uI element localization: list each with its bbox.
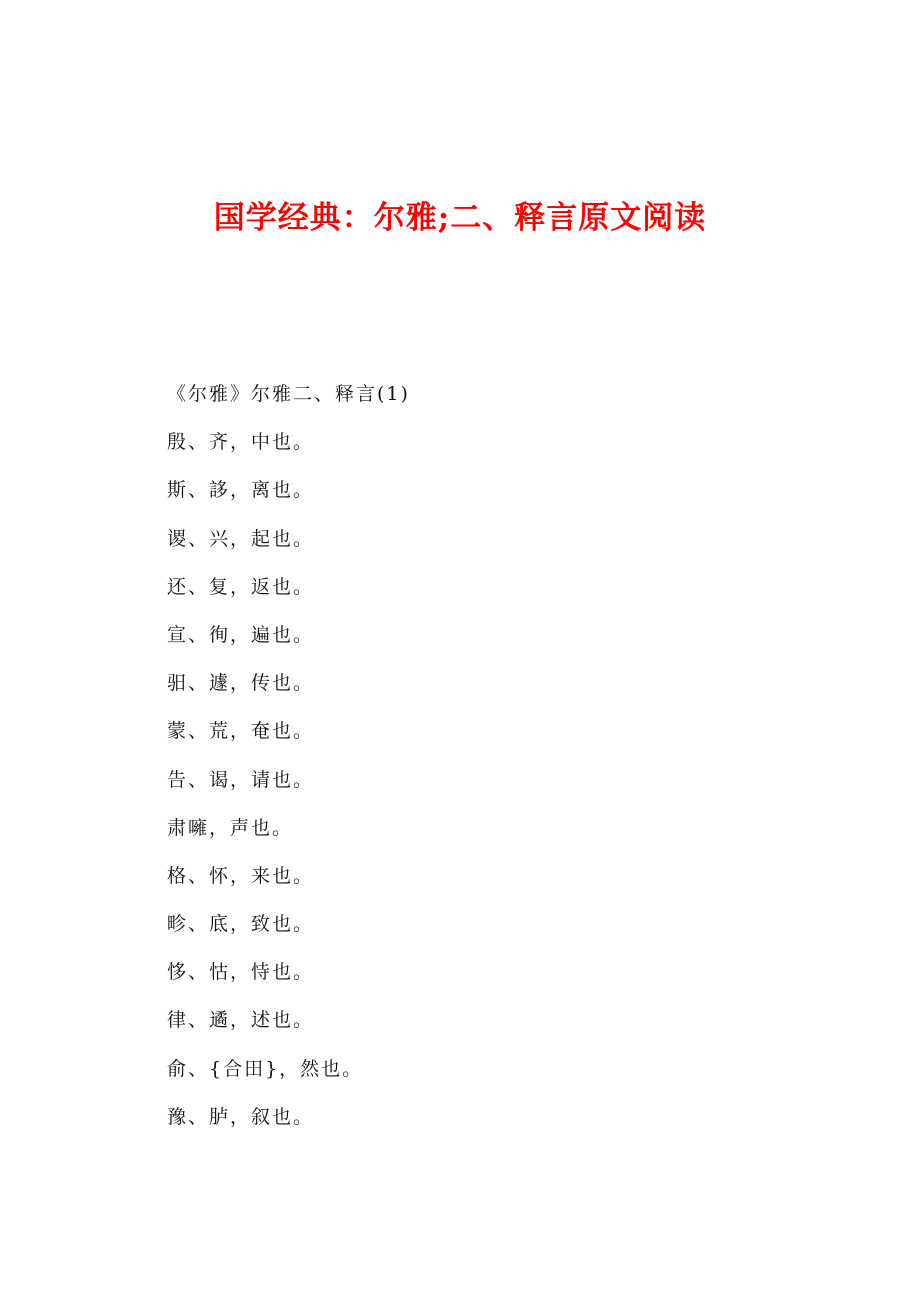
- text-line: 蒙、荒，奄也。: [167, 720, 315, 743]
- text-line: 殷、齐，中也。: [167, 431, 315, 454]
- document-body: [167, 375, 807, 1146]
- text-line: 驲、遽，传也。: [167, 672, 315, 695]
- text-line: 谡、兴，起也。: [167, 527, 315, 550]
- text-line: 还、复，返也。: [167, 575, 315, 598]
- text-line: 宣、徇，遍也。: [167, 623, 315, 646]
- text-line: 豫、胪，叙也。: [167, 1105, 315, 1128]
- text-line: 《尔雅》尔雅二、释言(1): [167, 383, 410, 405]
- text-line: 恀、怙，恃也。: [167, 961, 315, 984]
- text-line: 畛、底，致也。: [167, 913, 315, 936]
- text-line: 斯、誃，离也。: [167, 479, 315, 502]
- text-line: 俞、{合田}，然也。: [167, 1057, 364, 1080]
- text-line: 格、怀，来也。: [167, 864, 315, 887]
- text-line: 告、谒，请也。: [167, 768, 315, 791]
- document-title: 国学经典：尔雅;二、释言原文阅读: [213, 200, 707, 236]
- text-line: 律、遹，述也。: [167, 1009, 315, 1032]
- text-line: 肃噰，声也。: [167, 816, 294, 839]
